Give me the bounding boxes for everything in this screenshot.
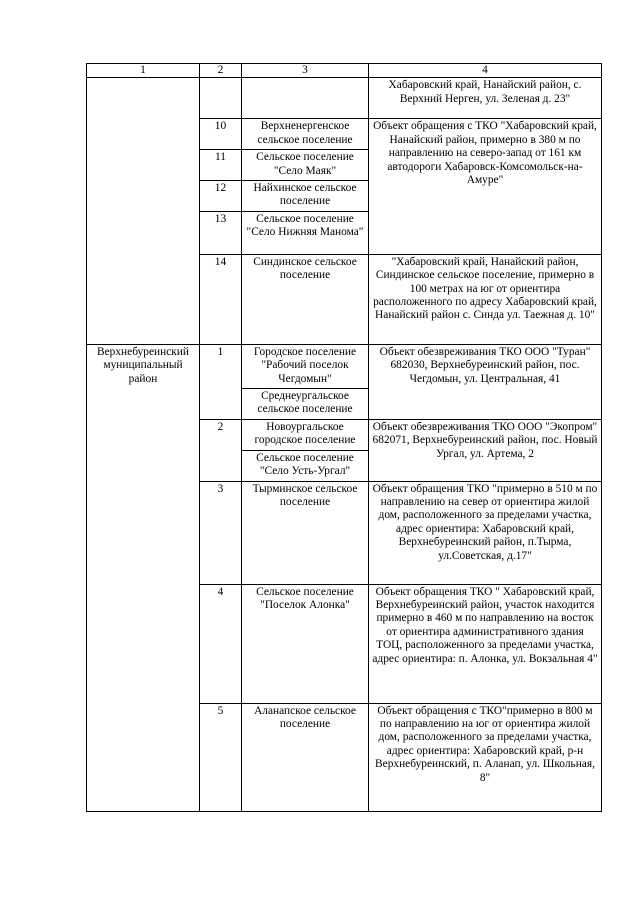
object-cell: Объект обращения с ТКО "Хабаровский край, Нанайский район, примерно в 380 м по направлению на северо-запад от 161 км автодороги Хабаровск-Комсомольск-на-Амуре" [369, 119, 602, 254]
settlement-cell: Новоургальское городское поселение [242, 419, 369, 450]
settlement-cell: Тырминское сельское поселение [242, 481, 369, 584]
object-cell: "Хабаровский край, Нанайский район, Синдинское сельское поселение, примерно в 100 метрах на юг от ориентира расположенного по адресу Хабаровский край, Нанайский район с. Синда ул. Таежная д. 10" [369, 254, 602, 344]
number-cell: 1 [200, 344, 242, 419]
settlement-cell: Городское поселение "Рабочий поселок Чегдомын" [242, 344, 369, 388]
settlement-cell: Сельское поселение "Село Нижняя Манома" [242, 211, 369, 254]
settlement-cell: Аланапское сельское поселение [242, 703, 369, 811]
header-col-4: 4 [369, 64, 602, 78]
number-cell: 4 [200, 584, 242, 703]
number-cell: 3 [200, 481, 242, 584]
settlement-cell: Сельское поселение "Село Маяк" [242, 150, 369, 181]
number-cell [200, 78, 242, 119]
number-cell: 13 [200, 211, 242, 254]
number-cell: 12 [200, 181, 242, 212]
object-cell: Объект обращения с ТКО"примерно в 800 м по направлению на юг от ориентира жилой дом, расположенного за пределами участка, адрес ориентира: Хабаровский край, р-н Верхнебуреинский, п. Аланап, ул. Школьная, 8" [369, 703, 602, 811]
settlement-cell: Верхненергенское сельское поселение [242, 119, 369, 150]
object-cell: Объект обезвреживания ТКО ООО "Экопром" 682071, Верхнебуреинский район, пос. Новый Ургал, ул. Артема, 2 [369, 419, 602, 481]
number-cell: 2 [200, 419, 242, 481]
table-header-row [87, 64, 602, 78]
number-cell: 5 [200, 703, 242, 811]
settlement-cell: Среднеургальское сельское поселение [242, 389, 369, 420]
object-cell: Объект обращения ТКО "примерно в 510 м по направлению на север от ориентира жилой дом, расположенного за пределами участка, адрес ориентира: Хабаровский край, Верхнебуреинский район, п.Тырма, ул.Советская, д.17" [369, 481, 602, 584]
number-cell: 10 [200, 119, 242, 150]
district-cell-nanai [87, 78, 200, 344]
number-cell: 14 [200, 254, 242, 344]
header-col-3: 3 [242, 64, 369, 78]
table-row [87, 78, 602, 119]
object-cell: Объект обезвреживания ТКО ООО "Туран" 682030, Верхнебуреинский район, пос. Чегдомын, ул. Центральная, 41 [369, 344, 602, 419]
table-row [87, 344, 602, 388]
settlement-cell: Синдинское сельское поселение [242, 254, 369, 344]
header-col-1: 1 [87, 64, 200, 78]
number-cell: 11 [200, 150, 242, 181]
settlements-table [86, 63, 602, 812]
district-cell-verkhnebureinsky: Верхнебуреинский муниципальный район [87, 344, 200, 811]
object-cell: Объект обращения ТКО " Хабаровский край, Верхнебуреинский район, участок находится примерно в 460 м по направлению на восток от ориентира административного здания ТОЦ, расположенного за пределами участка, адрес ориентира: п. Алонка, ул. Вокзальная 4" [369, 584, 602, 703]
settlement-cell: Найхинское сельское поселение [242, 181, 369, 212]
settlement-cell [242, 78, 369, 119]
object-cell: Хабаровский край, Нанайский район, с. Верхний Нерген, ул. Зеленая д. 23" [369, 78, 602, 119]
header-col-2: 2 [200, 64, 242, 78]
settlement-cell: Сельское поселение "Село Усть-Ургал" [242, 450, 369, 481]
settlement-cell: Сельское поселение "Поселок Алонка" [242, 584, 369, 703]
